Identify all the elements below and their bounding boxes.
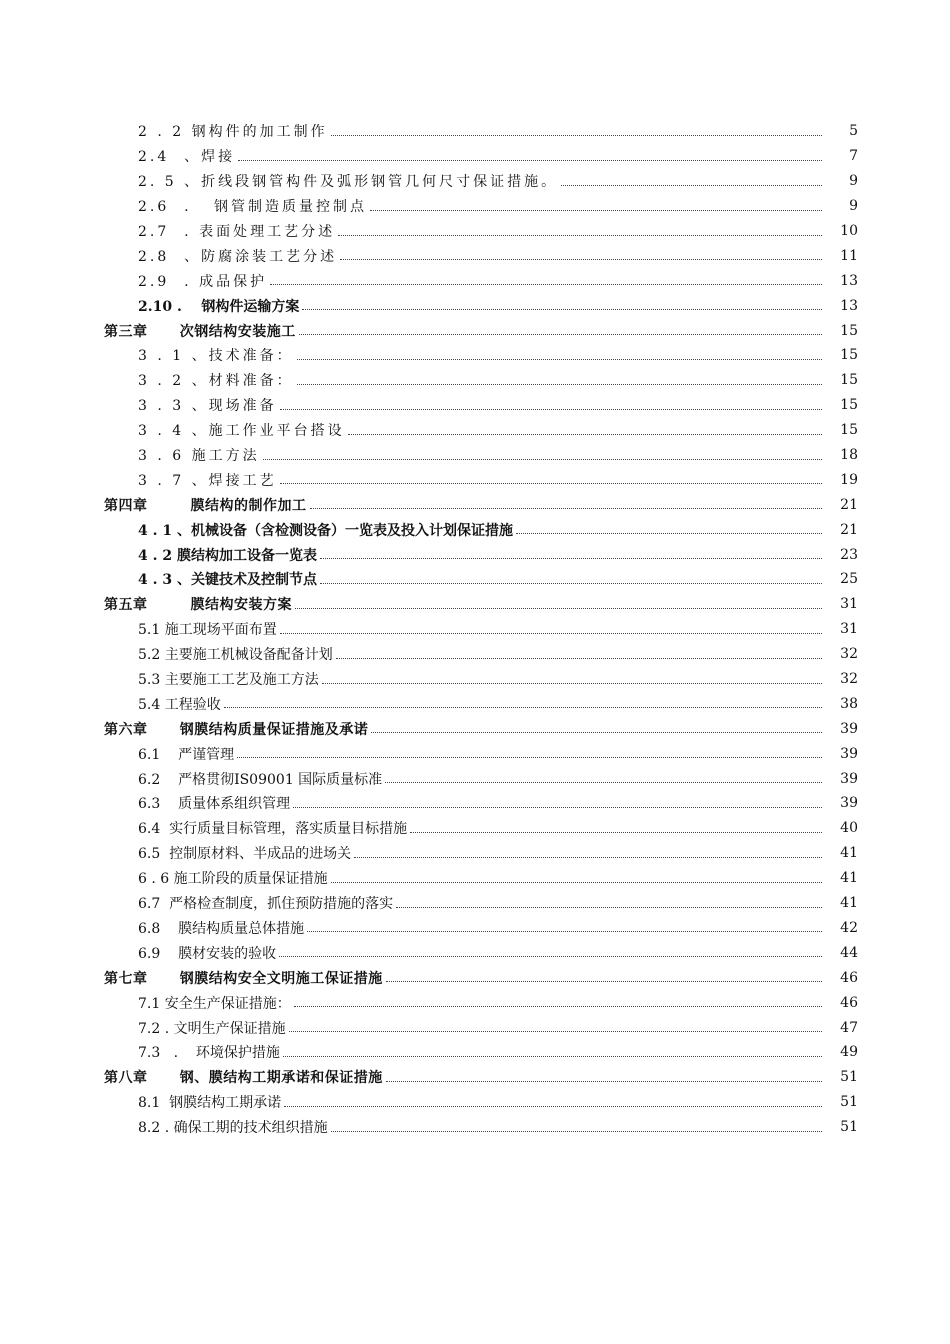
toc-page-number: 31 (840, 621, 858, 638)
toc-entry-label: 第五章 膜结构安装方案 (104, 597, 292, 614)
dot-leader (284, 1092, 822, 1107)
toc-entry-label: 2.9 . 成品保护 (138, 273, 268, 290)
toc-entry-label: 4 . 3 、关键技术及控制节点 (138, 572, 317, 589)
toc-entry-label: 6.5 控制原材料、半成品的进场关 (138, 846, 352, 863)
toc-entry-label: 3 . 6 施工方法 (138, 448, 260, 465)
toc-entry-label: 2. 5 、折线段钢管构件及弧形钢管几何尺寸保证措施。 (138, 174, 559, 191)
toc-entry[interactable] (104, 866, 858, 891)
toc-page-number: 7 (849, 148, 858, 165)
toc-page-number: 15 (840, 422, 858, 439)
toc-page-number: 15 (840, 322, 858, 339)
toc-page-number: 15 (840, 397, 858, 414)
dot-leader (386, 1067, 822, 1082)
toc-chapter-entry[interactable] (104, 1065, 858, 1090)
toc-entry[interactable] (104, 243, 858, 268)
dot-leader (385, 768, 822, 783)
toc-entry[interactable] (104, 144, 858, 169)
toc-entry[interactable] (104, 542, 858, 567)
dot-leader (331, 1117, 822, 1132)
toc-page-number: 47 (840, 1019, 858, 1036)
toc-entry[interactable] (104, 1115, 858, 1140)
toc-entry[interactable] (104, 467, 858, 492)
toc-chapter-entry[interactable] (104, 592, 858, 617)
toc-entry-label: 3 . 1 、技术准备： (138, 348, 294, 365)
toc-entry-label: 2.7 . 表面处理工艺分述 (138, 224, 336, 240)
toc-page-number: 23 (840, 546, 858, 563)
toc-entry-label: 6.1 严谨管理 (138, 746, 235, 763)
dot-leader (410, 818, 822, 833)
toc-chapter-entry[interactable] (104, 492, 858, 517)
toc-page-number: 41 (840, 870, 858, 887)
dot-leader (263, 445, 822, 460)
toc-page-number: 46 (840, 994, 858, 1011)
toc-entry[interactable] (104, 841, 858, 866)
toc-entry-label: 第四章 膜结构的制作加工 (104, 497, 307, 514)
toc-page-number: 13 (840, 272, 858, 289)
toc-chapter-entry[interactable] (104, 965, 858, 990)
toc-entry[interactable] (104, 169, 858, 194)
dot-leader (299, 320, 822, 335)
toc-page-number: 13 (840, 297, 858, 314)
toc-page-number: 21 (840, 496, 858, 513)
toc-entry-label: 2.6 . 钢管制造质量控制点 (138, 199, 367, 216)
toc-entry-label: 4 . 2 膜结构加工设备一览表 (138, 547, 317, 564)
toc-entry-label: 3 . 4 、施工作业平台搭设 (138, 423, 345, 440)
dot-leader (331, 121, 822, 136)
toc-page-number: 19 (840, 471, 858, 488)
toc-entry[interactable] (104, 567, 858, 592)
toc-page-number: 18 (840, 447, 858, 464)
toc-entry[interactable] (104, 268, 858, 293)
toc-entry[interactable] (104, 368, 858, 393)
toc-entry-label: 6.7 严格检查制度，抓住预防措施的落实 (138, 896, 394, 913)
toc-entry[interactable] (104, 816, 858, 841)
toc-entry[interactable] (104, 1090, 858, 1115)
toc-entry[interactable] (104, 891, 858, 916)
toc-entry[interactable] (104, 418, 858, 443)
toc-entry-label: 2.10 . 钢构件运输方案 (138, 298, 300, 315)
toc-page-number: 44 (840, 944, 858, 961)
toc-entry-label: 8.1 钢膜结构工期承诺 (138, 1095, 282, 1112)
toc-entry-label: 2.8 、防腐涂装工艺分述 (138, 248, 338, 265)
dot-leader (320, 544, 822, 559)
toc-entry-label: 6.8 膜结构质量总体措施 (138, 920, 305, 937)
dot-leader (280, 395, 822, 410)
dot-leader (371, 718, 822, 733)
toc-entry[interactable] (104, 343, 858, 368)
toc-page-number: 32 (840, 671, 858, 688)
dot-leader (370, 196, 822, 211)
toc-entry[interactable] (104, 1015, 858, 1040)
dot-leader (348, 420, 822, 435)
toc-entry-label: 6.3 质量体系组织管理 (138, 796, 291, 813)
dot-leader (238, 146, 822, 161)
toc-entry-label: 5.4 工程验收 (138, 696, 221, 713)
dot-leader (280, 469, 822, 484)
toc-page-number: 39 (840, 795, 858, 812)
toc-page-number: 38 (840, 695, 858, 712)
dot-leader (516, 519, 822, 534)
toc-page-number: 25 (840, 571, 858, 588)
dot-leader (279, 942, 822, 957)
dot-leader (293, 793, 822, 808)
dot-leader (386, 967, 822, 982)
dot-leader (289, 1017, 822, 1032)
dot-leader (297, 345, 822, 360)
toc-page-number: 51 (840, 1069, 858, 1086)
toc-page-number: 39 (840, 745, 858, 762)
toc-entry-label: 5.3 主要施工工艺及施工方法 (138, 672, 319, 689)
dot-leader (295, 594, 822, 609)
toc-entry[interactable] (104, 293, 858, 318)
toc-entry-label: 第八章 钢、膜结构工期承诺和保证措施 (104, 1070, 383, 1087)
toc-page-number: 51 (840, 1119, 858, 1136)
toc-entry[interactable] (104, 691, 858, 716)
dot-leader (320, 569, 822, 584)
dot-leader (237, 743, 822, 758)
toc-page-number: 15 (840, 347, 858, 364)
toc-entry-label: 8.2 . 确保工期的技术组织措施 (138, 1120, 328, 1137)
toc-entry[interactable] (104, 916, 858, 941)
toc-entry[interactable] (104, 219, 858, 244)
toc-page-number: 39 (840, 720, 858, 737)
toc-page-number: 15 (840, 372, 858, 389)
toc-page-number: 31 (840, 596, 858, 613)
toc-page-number: 42 (840, 919, 858, 936)
dot-leader (224, 693, 822, 708)
toc-page-number: 41 (840, 895, 858, 912)
toc-entry[interactable] (104, 642, 858, 667)
toc-entry[interactable] (104, 119, 858, 144)
toc-entry-label: 4 . 1 、机械设备（含检测设备）一览表及投入计划保证措施 (138, 522, 513, 539)
toc-chapter-entry[interactable] (104, 318, 858, 343)
toc-entry-label: 3 . 3 、现场准备 (138, 398, 277, 415)
toc-page-number: 21 (840, 521, 858, 538)
dot-leader (561, 171, 822, 186)
toc-page-number: 9 (849, 198, 858, 215)
toc-entry[interactable] (104, 990, 858, 1015)
toc-page-number: 11 (840, 247, 858, 264)
toc-page-number: 10 (840, 223, 858, 239)
toc-entry[interactable] (104, 940, 858, 965)
toc-entry[interactable] (104, 667, 858, 692)
toc-entry[interactable] (104, 517, 858, 542)
toc-entry[interactable] (104, 443, 858, 468)
toc-page-number: 46 (840, 969, 858, 986)
dot-leader (294, 992, 822, 1007)
toc-entry-label: 2.4 、焊接 (138, 149, 236, 166)
dot-leader (336, 644, 822, 659)
toc-entry[interactable] (104, 194, 858, 219)
dot-leader (270, 270, 822, 285)
toc-entry[interactable] (104, 766, 858, 791)
toc-entry-label: 6.9 膜材安装的验收 (138, 945, 277, 962)
dot-leader (280, 619, 822, 634)
toc-entry-label: 6 . 6 施工阶段的质量保证措施 (138, 871, 328, 888)
table-of-contents (104, 119, 858, 1140)
toc-entry-label: 6.2 严格贯彻IS09001 国际质量标准 (138, 771, 383, 788)
toc-entry-label: 7.2 . 文明生产保证措施 (138, 1020, 286, 1037)
toc-page-number: 51 (840, 1094, 858, 1111)
dot-leader (396, 893, 822, 908)
toc-page-number: 32 (840, 646, 858, 663)
dot-leader (322, 669, 822, 684)
dot-leader (331, 868, 822, 883)
toc-entry-label: 3 . 2 、材料准备： (138, 373, 294, 390)
toc-page-number: 9 (849, 173, 858, 190)
toc-entry-label: 7.1 安全生产保证措施： (138, 995, 291, 1012)
dot-leader (354, 843, 822, 858)
toc-chapter-entry[interactable] (104, 716, 858, 741)
toc-entry-label: 第七章 钢膜结构安全文明施工保证措施 (104, 970, 383, 987)
toc-page-number: 5 (849, 123, 858, 140)
toc-entry[interactable] (104, 741, 858, 766)
toc-entry[interactable] (104, 617, 858, 642)
dot-leader (307, 917, 822, 932)
toc-entry[interactable] (104, 393, 858, 418)
toc-entry-label: 3 . 7 、焊接工艺 (138, 472, 277, 489)
toc-page-number: 41 (840, 845, 858, 862)
dot-leader (310, 494, 823, 509)
dot-leader (283, 1042, 822, 1057)
toc-entry-label: 5.2 主要施工机械设备配备计划 (138, 647, 333, 664)
toc-entry-label: 7.3 . 环境保护措施 (138, 1045, 280, 1062)
dot-leader (338, 221, 822, 236)
dot-leader (297, 370, 822, 385)
toc-page-number: 49 (840, 1044, 858, 1061)
toc-entry[interactable] (104, 791, 858, 816)
toc-entry[interactable] (104, 1040, 858, 1065)
toc-entry-label: 第三章 次钢结构安装施工 (104, 323, 296, 340)
toc-entry-label: 第六章 钢膜结构质量保证措施及承诺 (104, 721, 369, 738)
toc-entry-label: 5.1 施工现场平面布置 (138, 622, 277, 639)
dot-leader (302, 295, 822, 310)
dot-leader (340, 245, 822, 260)
toc-entry-label: 6.4 实行质量目标管理，落实质量目标措施 (138, 821, 408, 838)
toc-page-number: 39 (840, 770, 858, 787)
toc-page-number: 40 (840, 820, 858, 837)
toc-entry-label: 2 . 2 钢构件的加工制作 (138, 124, 328, 141)
